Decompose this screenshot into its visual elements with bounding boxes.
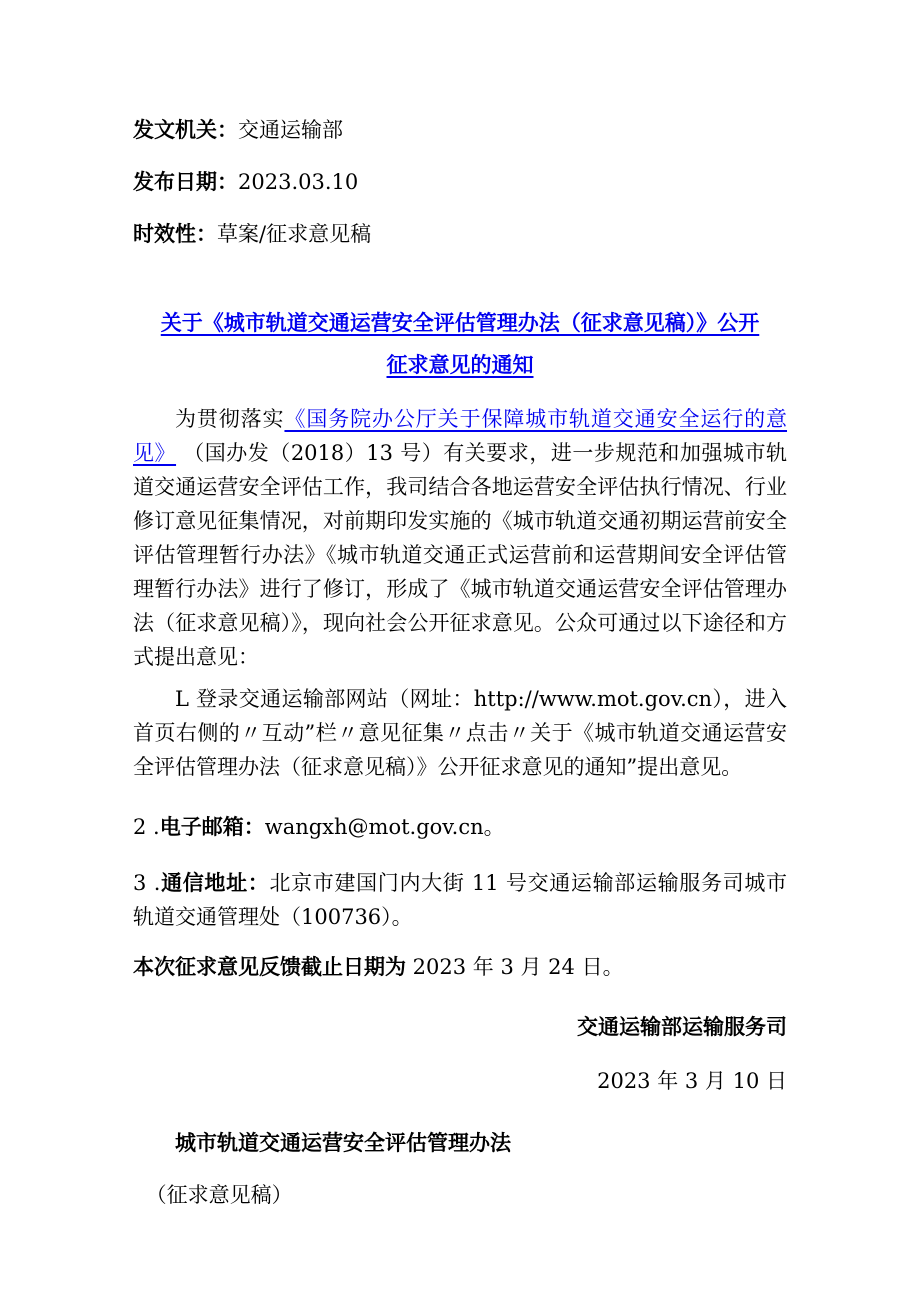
document-meta [133, 118, 787, 246]
notice-title-link[interactable] [133, 302, 787, 386]
notice-title-line1[interactable]: 关于《城市轨道交通运营安全评估管理办法（征求意见稿）》公开 [160, 310, 760, 335]
intro-text-before-link: 为贯彻落实 [175, 407, 285, 431]
intro-paragraph [133, 402, 787, 674]
channel-email-value: wangxh@mot.gov.cn。 [264, 815, 505, 839]
attachment-title: 城市轨道交通运营安全评估管理办法 [175, 1130, 511, 1155]
meta-validity-label: 时效性： [133, 221, 217, 246]
channel-website-paragraph: L 登录交通运输部网站（网址：http://www.mot.gov.cn），进入首页右侧的〃互动”栏〃意见征集〃点击〃关于《城市轨道交通运营安全评估管理办法（征求意见稿）》公开征求意见的通知”提出意见。 [133, 687, 787, 779]
deadline-date: 2023 年 3 月 24 日。 [406, 955, 624, 979]
notice-title-line2[interactable]: 征求意见的通知 [386, 352, 534, 377]
state-council-opinion-link[interactable]: 《国务院办公厅关于保障城市轨道交通安全运行的意见》 [133, 407, 788, 465]
meta-publish-date-label: 发布日期： [133, 169, 238, 194]
deadline-paragraph [133, 950, 787, 984]
channel-mail-label: 通信地址： [160, 870, 270, 895]
meta-validity [133, 222, 787, 246]
channel-email-paragraph [133, 810, 787, 844]
meta-issuing-authority-label: 发文机关： [133, 117, 238, 142]
intro-text-after-link: （国办发（2018）13 号）有关要求，进一步规范和加强城市轨道交通运营安全评估工作，我司结合各地运营安全评估执行情况、行业修订意见征集情况，对前期印发实施的《城市轨道交通初期运营前安全评估管理暂行办法》《城市轨道交通正式运营前和运营期间安全评估管理暂行办法》进行了修订，形成了《城市轨道交通运营安全评估管理办法（征求意见稿）》，现向社会公开征求意见。公众可通过以下途径和方式提出意见： [133, 441, 788, 669]
signature-department: 交通运输部运输服务司 [577, 1014, 787, 1039]
channel-email-number: 2 . [133, 815, 160, 839]
attachment-subtitle: （征求意见稿） [145, 1183, 293, 1207]
meta-validity-value: 草案/征求意见稿 [217, 222, 372, 246]
channel-mail-paragraph [133, 866, 787, 934]
meta-issuing-authority [133, 118, 787, 142]
channel-email-label: 电子邮箱： [159, 814, 265, 839]
meta-publish-date [133, 170, 787, 194]
signature-date: 2023 年 3 月 10 日 [597, 1069, 787, 1093]
meta-publish-date-value: 2023.03.10 [238, 170, 359, 194]
deadline-label: 本次征求意见反馈截止日期为 [133, 954, 406, 979]
meta-issuing-authority-value: 交通运输部 [238, 118, 343, 142]
channel-mail-value: 北京市建国门内大街 11 号交通运输部运输服务司城市轨道交通管理处（100736）。 [133, 871, 787, 929]
channel-mail-number: 3 . [133, 871, 161, 895]
